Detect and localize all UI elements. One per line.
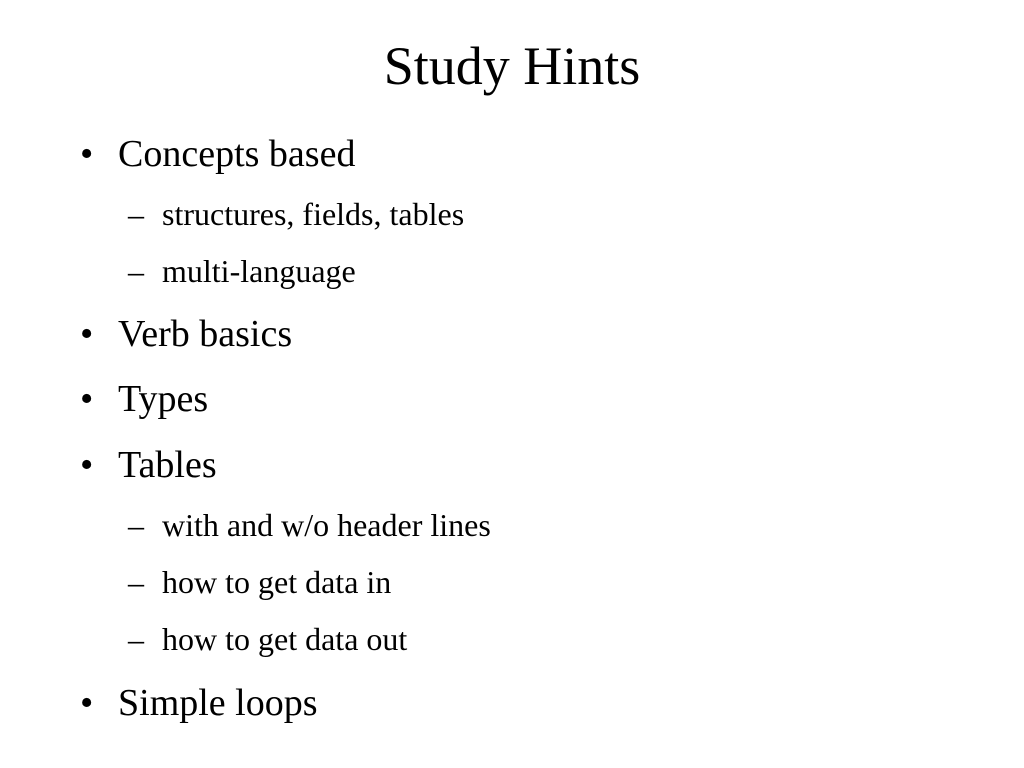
bullet-item-label: Concepts based <box>118 133 356 175</box>
bullet-item <box>80 377 208 421</box>
sub-bullet-marker: – <box>128 507 144 543</box>
bullet-marker: • <box>80 444 94 486</box>
sub-bullet-item-label: how to get data out <box>162 621 408 657</box>
sub-bullet-item <box>128 195 464 233</box>
sub-bullet-item-label: structures, fields, tables <box>162 196 465 232</box>
sub-bullet-item-label: how to get data in <box>162 564 392 600</box>
sub-bullet-item-label: multi-language <box>162 253 356 289</box>
bullet-item <box>80 443 217 487</box>
slide-title: Study Hints <box>383 36 641 96</box>
bullet-item-label: Simple loops <box>118 682 318 724</box>
bullet-item-label: Types <box>118 378 209 420</box>
sub-bullet-marker: – <box>128 564 144 600</box>
bullet-marker: • <box>80 133 94 175</box>
bullet-item <box>80 132 355 176</box>
bullet-marker: • <box>80 313 94 355</box>
bullet-item-label: Verb basics <box>118 313 293 355</box>
sub-bullet-item <box>128 620 407 658</box>
bullet-item-label: Tables <box>118 444 217 486</box>
bullet-item <box>80 681 318 725</box>
sub-bullet-item <box>128 506 491 544</box>
sub-bullet-item <box>128 563 391 601</box>
bullet-marker: • <box>80 682 94 724</box>
sub-bullet-item-label: with and w/o header lines <box>162 507 491 543</box>
sub-bullet-marker: – <box>128 196 144 232</box>
sub-bullet-marker: – <box>128 253 144 289</box>
bullet-marker: • <box>80 378 94 420</box>
bullet-item <box>80 312 292 356</box>
sub-bullet-item <box>128 252 356 290</box>
sub-bullet-marker: – <box>128 621 144 657</box>
